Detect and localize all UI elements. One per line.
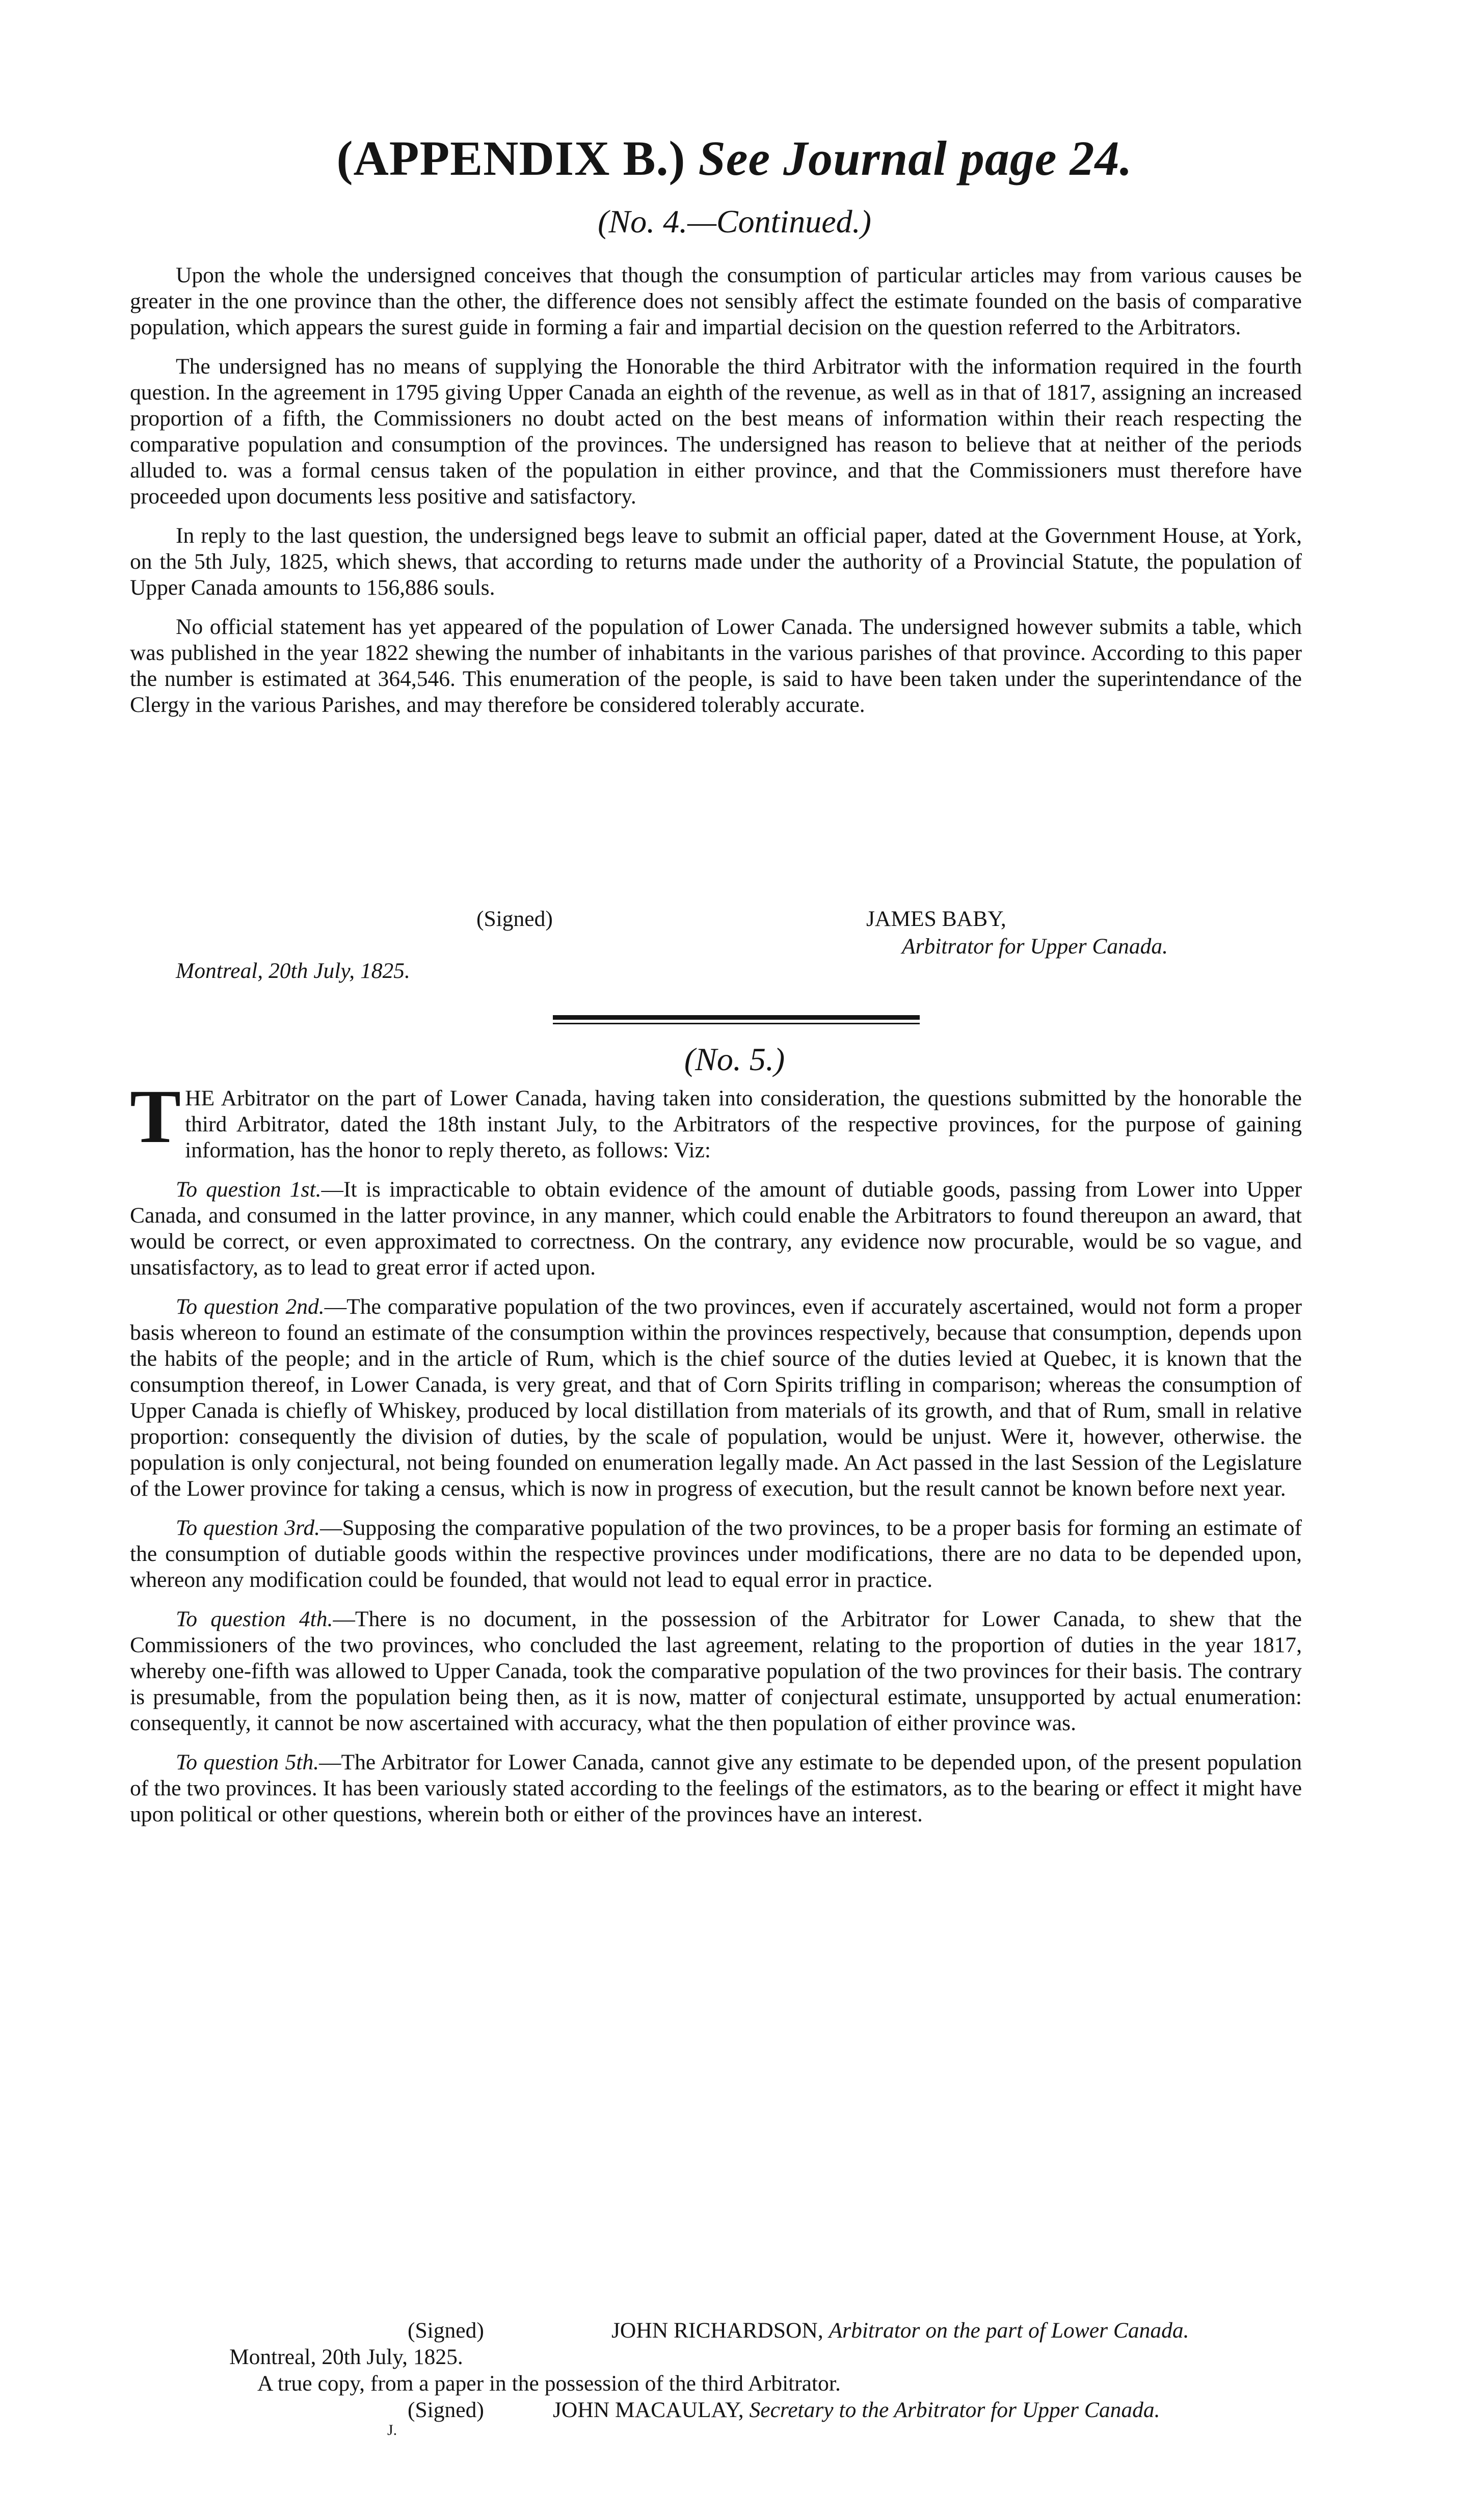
answer-paragraph [130,1749,1302,1827]
part5-place-date: Montreal, 20th July, 1825. [229,2345,463,2369]
answer-label: To question 1st. [176,1177,322,1202]
secretary-signed: (Signed) [408,2398,484,2422]
answer-paragraph [130,1606,1302,1736]
footer-mark: J. [387,2422,397,2438]
answer-paragraph [130,1515,1302,1593]
answer-paragraph [130,1177,1302,1281]
answer-text: —It is impracticable to obtain evidence of the amount of dutiable goods, passing from Lower into Upper Canada, and consumed in the latter province, in any manner, which could enable the Arbitrators to found thereupon an award, that would be correct, or even approximated to correctness. On the contrary, any evidence now procurable, would be so vague, and unsatisfactory, as to lead to great error if acted upon. [130,1177,1302,1280]
answer-text: —The Arbitrator for Lower Canada, cannot give any estimate to be depended upon, of the present population of the two provinces. It has been variously stated according to the feelings of the estimators, as to the bearing or effect it might have upon political or other questions, wherein both or either of the provinces have an interest. [130,1750,1302,1826]
part4-body [130,262,1302,718]
true-copy-note: A true copy, from a paper in the possession of the third Arbitrator. [257,2371,841,2396]
part5-signer-role: Arbitrator on the part of Lower Canada. [829,2318,1189,2343]
part5-signature-line [611,2318,1189,2343]
part5-intro-text: HE Arbitrator on the part of Lower Canada, having taken into consideration, the questions submitted by the honorable the third Arbitrator, dated the 18th instant July, to the Arbitrators of the respective provinces, for the purpose of gaining information, has the honor to reply thereto, as follows: Viz: [185,1086,1302,1162]
part4-paragraph: In reply to the last question, the undersigned begs leave to submit an official paper, dated at the Government House, at York, on the 5th July, 1825, which shews, that according to returns made under the authority of a Provincial Statute, the population of Upper Canada amounts to 156,886 souls. [130,523,1302,600]
secretary-name: JOHN MACAULAY, [553,2398,744,2422]
continued-heading: (No. 4.—Continued.) [598,203,871,240]
secretary-role: Secretary to the Arbitrator for Upper Canada. [749,2398,1160,2422]
answer-label: To question 4th. [176,1607,333,1631]
section-divider-thin [553,1023,920,1024]
part5-signed: (Signed) [408,2318,484,2343]
page-title [0,130,1469,187]
part4-signed: (Signed) [476,907,553,931]
appendix-label: (APPENDIX B.) [336,131,686,185]
part5-heading: (No. 5.) [684,1041,785,1077]
section-divider [553,1015,920,1020]
part5-intro [130,1074,1302,1163]
answer-label: To question 2nd. [176,1294,325,1319]
answer-paragraph [130,1294,1302,1502]
part4-place-date: Montreal, 20th July, 1825. [176,959,410,983]
part4-signer-role: Arbitrator for Upper Canada. [902,934,1168,959]
secretary-signature-line [553,2397,1160,2423]
journal-reference: See Journal page 24. [698,131,1133,185]
part4-paragraph: No official statement has yet appeared of the population of Lower Canada. The undersigned however submits a table, which was published in the year 1822 shewing the number of inhabitants in the various parishes of that province. According to this paper the number is estimated at 364,546. This enumeration of the people, is said to have been taken under the superintendance of the Clergy in the various Parishes, and may therefore be considered tolerably accurate. [130,615,1302,717]
answer-text: —Supposing the comparative population of the two provinces, to be a proper basis for forming an estimate of the consumption of dutiable goods within the respective provinces under modifications, there are no data to be depended upon, whereon any modification could be founded, that would not lead to equal error in practice. [130,1516,1302,1592]
answer-label: To question 5th. [176,1750,319,1774]
answer-text: —The comparative population of the two provinces, even if accurately ascertained, would not form a proper basis whereon to found an estimate of the consumption within the provinces respectively, because that consumption, depends upon the habits of the people; and in the article of Rum, which is the chief source of the duties levied at Quebec, it is known that the consumption thereof, in Lower Canada, is very great, and that of Corn Spirits trifling in comparison; whereas the consumption of Upper Canada is chiefly of Whiskey, produced by local distillation from materials of its growth, and that of Rum, small in relative proportion: consequently the division of duties, by the scale of population, would be unjust. Were it, however, otherwise. the population is only conjectural, not being founded on enumeration legally made. An Act passed in the last Session of the Legislature of the Lower province for taking a census, which is now in progress of execution, but the result cannot be known before next year. [130,1294,1302,1501]
answer-label: To question 3rd. [176,1516,320,1540]
part4-signer: JAMES BABY, [866,907,1006,931]
part5-signer: JOHN RICHARDSON, [611,2318,823,2343]
drop-cap: T [130,1074,181,1159]
answer-text: —There is no document, in the possession of the Arbitrator for Lower Canada, to shew that the Commissioners of the two provinces, who concluded the last agreement, relating to the proportion of duties in the year 1817, whereby one-fifth was allowed to Upper Canada, took the comparative population of the two provinces for their basis. The contrary is presumable, from the population being then, as it is now, matter of conjectural estimate, unsupported by actual enumeration: consequently, it cannot be now ascertained with accuracy, what the then population of either province was. [130,1607,1302,1735]
part4-paragraph: The undersigned has no means of supplying the Honorable the third Arbitrator with the information required in the fourth question. In the agreement in 1795 giving Upper Canada an eighth of the revenue, as well as in that of 1817, assigning an increased proportion of a fifth, the Commissioners no doubt acted on the best means of information within their reach respecting the comparative population and consumption of the provinces. The undersigned has reason to believe that at neither of the periods alluded to. was a formal census taken of the population in either province, and that the Commissioners must therefore have proceeded upon documents less positive and satisfactory. [130,354,1302,509]
part4-paragraph: Upon the whole the undersigned conceives that though the consumption of particular articles may from various causes be greater in the one province than the other, the difference does not sensibly affect the estimate founded on the basis of comparative population, which appears the surest guide in forming a fair and impartial decision on the question referred to the Arbitrators. [130,263,1302,339]
part5-body [130,1074,1302,1827]
